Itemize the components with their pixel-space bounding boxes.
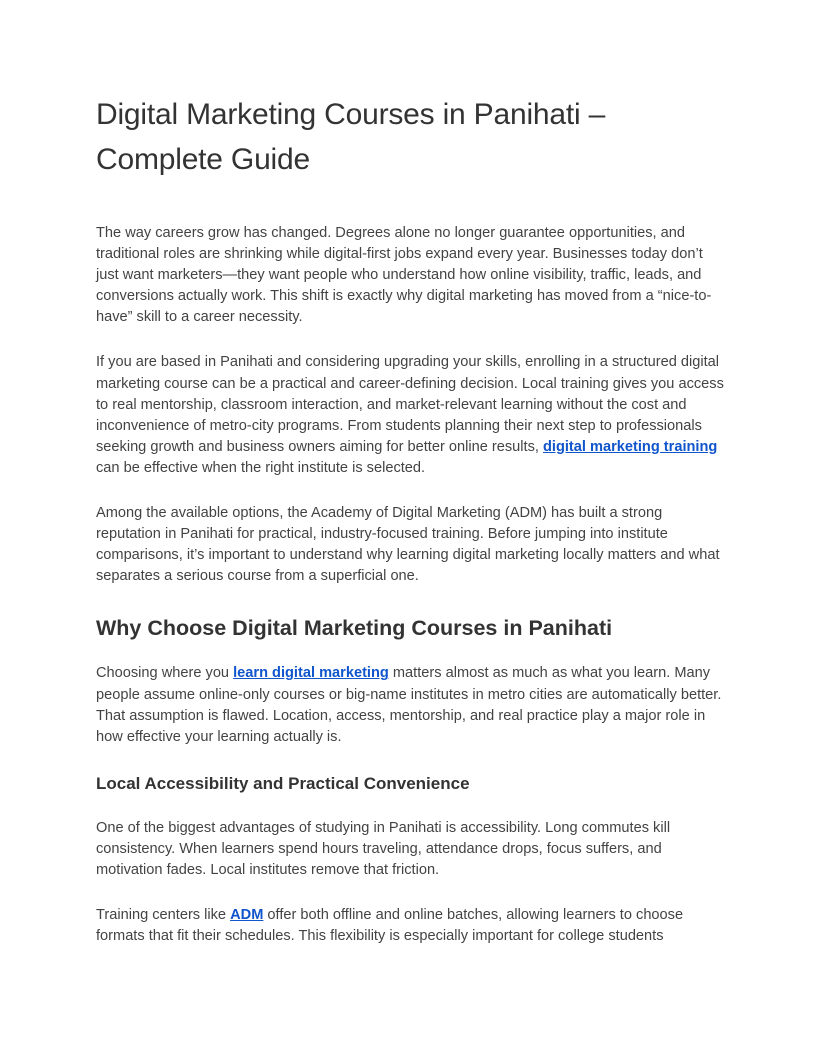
intro-paragraph-2 xyxy=(96,352,724,479)
local-paragraph-1: One of the biggest advantages of studying in Panihati is accessibility. Long commutes kill consistency. When learners spend hours traveling, attendance drops, focus suffers, and motivation fades. Local institutes remove that friction. xyxy=(96,819,671,878)
why-paragraph-1 xyxy=(96,663,724,747)
why-paragraph-1-text-end: matters almost as much as what you learn. Many people assume online-only courses or big-name institutes in metro cities are automatically better. That assumption is flawed. Location, access, mentorship, and real practice play a major role in how effective your learning actually is. xyxy=(96,665,722,745)
intro-paragraph-1: The way careers grow has changed. Degrees alone no longer guarantee opportunities, and traditional roles are shrinking while digital-first jobs expand every year. Businesses today don’t just want marketers—they want people who understand how online visibility, traffic, leads, and conversions actually work. This shift is exactly why digital marketing has moved from a “nice-to-have” skill to a career necessity. xyxy=(96,225,712,326)
local-paragraph-2-text-start: Training centers like xyxy=(96,907,231,924)
local-paragraph-2 xyxy=(96,905,724,947)
digital-marketing-training-link[interactable]: digital marketing training xyxy=(542,438,718,455)
section-heading-why-choose: Why Choose Digital Marketing Courses in Panihati xyxy=(96,616,613,641)
why-paragraph-1-text-start: Choosing where you xyxy=(96,665,234,682)
learn-digital-marketing-link[interactable]: learn digital marketing xyxy=(233,665,389,682)
subsection-heading-local-accessibility: Local Accessibility and Practical Convenience xyxy=(96,773,470,793)
local-paragraph-2-text-end: offer both offline and online batches, allowing learners to choose formats that fit their schedules. This flexibility is especially important for college students xyxy=(96,907,684,945)
intro-paragraph-2-text-end: can be effective when the right institute is selected. xyxy=(96,459,426,476)
adm-link[interactable]: ADM xyxy=(230,907,264,924)
page-title: Digital Marketing Courses in Panihati – Complete Guide xyxy=(96,98,606,176)
document-page xyxy=(96,92,724,947)
intro-paragraph-2-text-start: If you are based in Panihati and considering upgrading your skills, enrolling in a structured digital marketing course can be a practical and career-defining decision. Local training gives you access to real mentorship, classroom interaction, and market-relevant learning without the cost and inconvenience of metro-city programs. From students planning their next step to professionals seeking growth and business owners aiming for better online results, xyxy=(96,354,724,455)
intro-paragraph-3: Among the available options, the Academy of Digital Marketing (ADM) has built a strong reputation in Panihati for practical, industry-focused training. Before jumping into institute comparisons, it’s important to understand why learning digital marketing locally matters and what separates a serious course from a superficial one. xyxy=(96,505,720,585)
